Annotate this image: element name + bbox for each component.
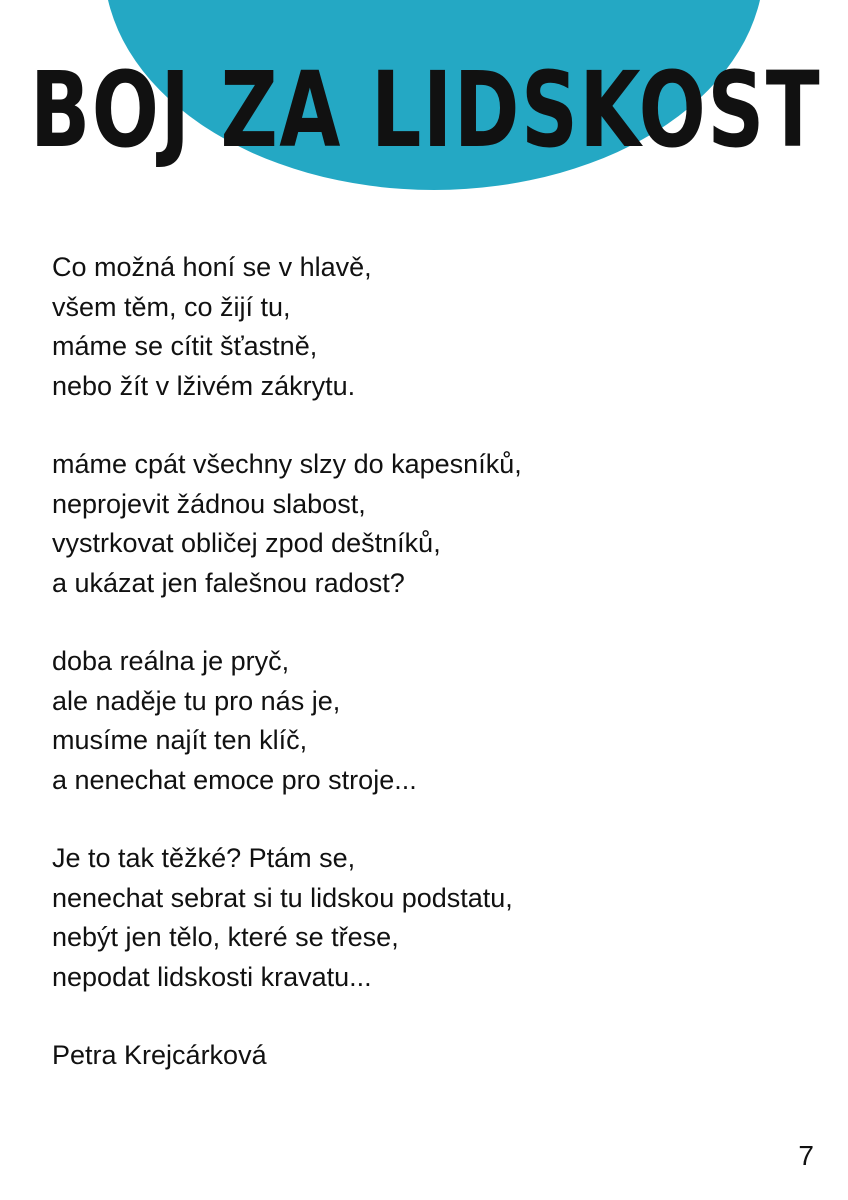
poem-line: neprojevit žádnou slabost, <box>52 488 366 519</box>
poem-line: nepodat lidskosti kravatu... <box>52 961 372 992</box>
poem-line: máme cpát všechny slzy do kapesníků, <box>52 449 522 479</box>
poem-line: Je to tak těžké? Ptám se, <box>52 843 356 873</box>
poem-line: nebýt jen tělo, které se třese, <box>52 922 399 952</box>
page-title: BOJ ZA LIDSKOST <box>30 49 822 171</box>
poem-line: a ukázat jen falešnou radost? <box>52 567 405 598</box>
poem-line: nenechat sebrat si tu lidskou podstatu, <box>52 882 513 913</box>
poem-line: vystrkovat obličej zpod deštníků, <box>52 528 441 558</box>
author-name: Petra Krejcárková <box>52 1040 267 1070</box>
stanza-4 <box>52 839 812 997</box>
poem-line: a nenechat emoce pro stroje... <box>52 764 417 795</box>
poem <box>52 248 812 1076</box>
poem-line: musíme najít ten klíč, <box>52 725 308 755</box>
poem-line: všem těm, co žijí tu, <box>52 291 291 322</box>
page-number: 7 <box>798 1140 814 1171</box>
poem-line: doba reálna je pryč, <box>52 646 290 676</box>
stanza-1 <box>52 248 812 406</box>
stanza-3 <box>52 642 812 800</box>
poem-line: Co možná honí se v hlavě, <box>52 252 372 282</box>
poem-line: nebo žít v lživém zákrytu. <box>52 370 356 401</box>
poem-line: ale naděje tu pro nás je, <box>52 685 341 716</box>
stanza-2 <box>52 445 812 603</box>
poem-line: máme se cítit šťastně, <box>52 331 318 361</box>
